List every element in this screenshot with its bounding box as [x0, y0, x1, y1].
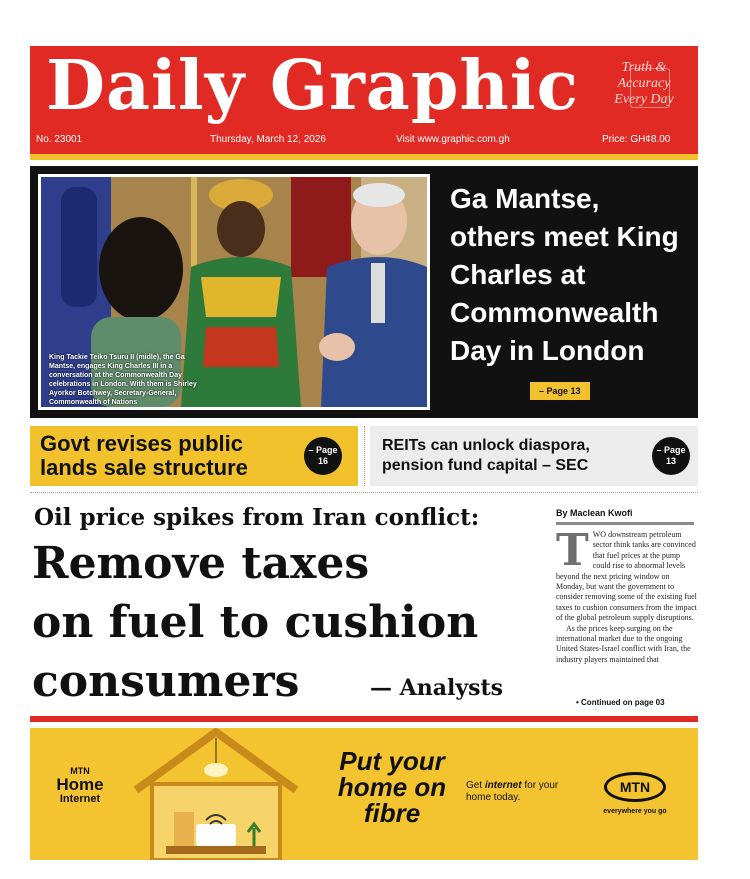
issue-number: No. 23001 [36, 134, 83, 145]
secondary-headline-line: Govt revises public [40, 431, 243, 456]
lead-kicker: Oil price spikes from Iran conflict: [34, 504, 480, 531]
secondary-divider [364, 426, 365, 486]
lead-attribution: — Analysts [370, 675, 504, 701]
top-story-headline-box [450, 180, 690, 370]
photo-caption: King Tackie Teiko Tsuru II (midle), the Ga Mantse, engages King Charles III in a conversation at the Commonwealth Day celebrations in London. With them is Shirley Ayorkor Botchwey, Secretary-General, Commonwealth of Nations [49, 354, 197, 406]
masthead-info-bar [30, 134, 698, 148]
mtn-tagline: everywhere you go [603, 808, 667, 815]
body-paragraph: WO downstream petroleum sector think tanks are convinced that fuel prices at the pump could rise to abnormal levels beyond the next pricing window on Monday, but want the government to consider removing some of the existing fuel taxes to cushion consumers from the impact of the global petroleum supply disruptions. [556, 530, 697, 623]
motto: Truth & Accuracy Every Day [614, 60, 674, 107]
ad-slogan: Put your home on fibre [337, 746, 447, 828]
issue-date: Thursday, March 12, 2026 [210, 134, 326, 145]
secondary-headline-line: pension fund capital – SEC [382, 457, 589, 474]
red-rule [30, 716, 698, 722]
newspaper-front-page [30, 46, 698, 864]
top-story-photo [38, 174, 430, 410]
continued-link[interactable]: • Continued on page 03 [576, 698, 665, 707]
page-badge[interactable]: – Page 16 [304, 437, 342, 475]
secondary-story-lands[interactable] [30, 426, 358, 486]
top-story-headline[interactable]: Ga Mantse, others meet King Charles at Commonwealth Day in London [450, 183, 679, 366]
top-story [30, 166, 698, 418]
secondary-headline-line: lands sale structure [40, 455, 248, 480]
body-paragraph: As the prices keep surging on the international market due to the ongoing United States-Israel conflict with Iran, the industry players maintained that [556, 623, 691, 664]
house-illustration-icon [126, 728, 306, 860]
website-link[interactable]: Visit www.graphic.com.gh [396, 134, 510, 145]
section-divider [30, 492, 698, 493]
ad-brand: MTN Home Internet [56, 766, 104, 805]
price: Price: GH¢8.00 [602, 134, 671, 145]
page-badge[interactable]: – Page 13 [652, 437, 690, 475]
mtn-advert[interactable] [30, 728, 698, 860]
masthead-title: Daily Graphic [46, 46, 580, 126]
dropcap: T [556, 525, 589, 576]
ad-subtext: Get internet for your home today. [466, 780, 559, 803]
top-story-page-ref[interactable]: – Page 13 [530, 382, 590, 400]
mtn-logo: MTN [604, 772, 666, 802]
masthead-gold-rule [30, 154, 698, 160]
masthead [30, 46, 698, 154]
lead-body [556, 525, 698, 665]
secondary-story-reits[interactable] [370, 426, 698, 486]
byline: By Maclean Kwofi [556, 508, 633, 518]
lead-headline[interactable]: Remove taxes on fuel to cushion consumers [32, 538, 479, 707]
secondary-headline-line: REITs can unlock diaspora, [382, 437, 590, 454]
